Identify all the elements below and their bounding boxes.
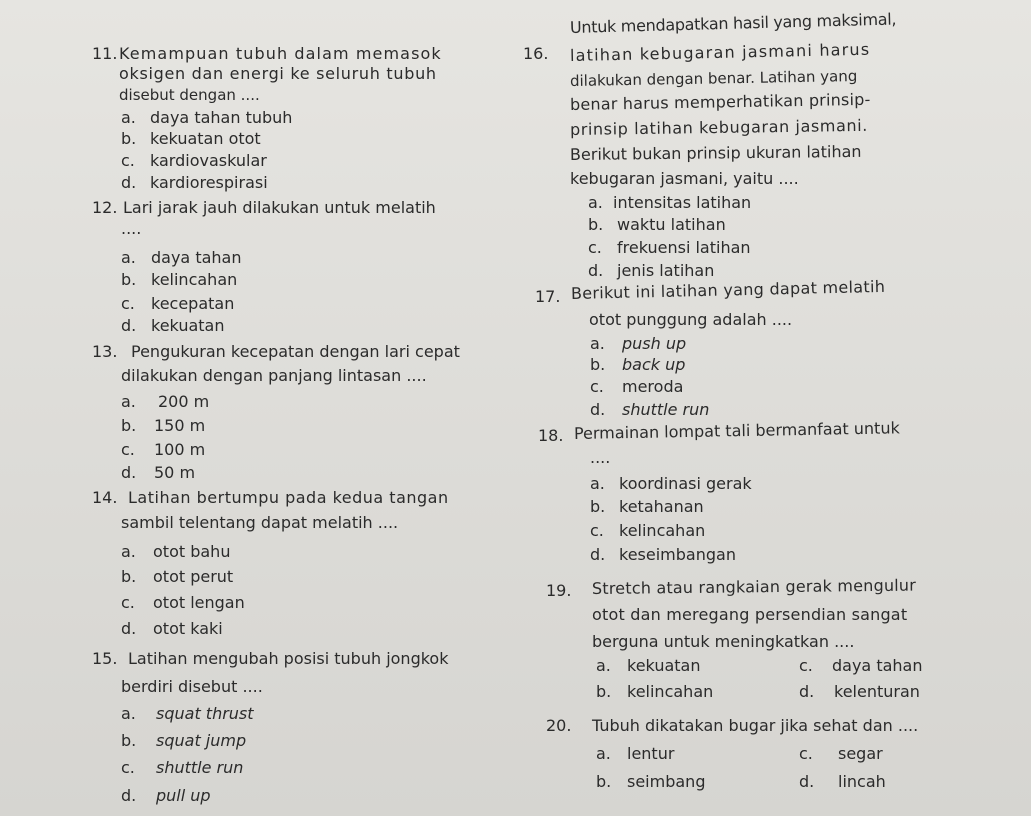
option-b-text: squat jump bbox=[156, 731, 247, 750]
question-number: 15. bbox=[92, 649, 118, 668]
option-letter: d. bbox=[121, 786, 137, 805]
option-a-text: push up bbox=[622, 334, 687, 353]
question-text: benar harus memperhatikan prinsip- bbox=[569, 89, 871, 114]
option-b-text: back up bbox=[622, 355, 686, 374]
question-number: 17. bbox=[535, 287, 561, 306]
option-b-text: kelincahan bbox=[151, 270, 238, 289]
option-letter: a. bbox=[588, 193, 603, 212]
option-letter: d. bbox=[799, 772, 815, 791]
option-letter: d. bbox=[588, 261, 604, 280]
question-text: disebut dengan .... bbox=[119, 86, 260, 104]
option-d-text: kardiorespirasi bbox=[150, 173, 268, 192]
question-number: 16. bbox=[523, 44, 549, 63]
option-a-text: daya tahan tubuh bbox=[150, 108, 293, 127]
option-letter: b. bbox=[121, 416, 137, 435]
option-letter: a. bbox=[121, 248, 136, 267]
option-letter: a. bbox=[121, 392, 136, 411]
option-letter: c. bbox=[799, 656, 813, 675]
option-letter: c. bbox=[121, 593, 135, 612]
option-a-text: lentur bbox=[627, 744, 675, 763]
question-text: Pengukuran kecepatan dengan lari cepat bbox=[131, 342, 460, 361]
option-a-text: daya tahan bbox=[151, 248, 242, 267]
question-number: 20. bbox=[546, 716, 572, 735]
option-c-text: kecepatan bbox=[151, 294, 235, 313]
option-letter: d. bbox=[799, 682, 815, 701]
option-a-text: 200 m bbox=[158, 392, 210, 411]
option-a-text: intensitas latihan bbox=[613, 193, 752, 212]
option-letter: c. bbox=[588, 238, 602, 257]
question-text: Berikut bukan prinsip ukuran latihan bbox=[569, 141, 862, 164]
option-letter: d. bbox=[590, 400, 606, 419]
option-c-text: daya tahan bbox=[832, 656, 923, 675]
question-text: Untuk mendapatkan hasil yang maksimal, bbox=[569, 9, 897, 37]
question-text: otot punggung adalah .... bbox=[589, 310, 793, 329]
option-letter: b. bbox=[590, 497, 606, 516]
option-b-text: otot perut bbox=[153, 567, 234, 586]
question-text: otot dan meregang persendian sangat bbox=[592, 605, 908, 624]
option-letter: b. bbox=[121, 129, 137, 148]
question-text: Berikut ini latihan yang dapat melatih bbox=[570, 276, 886, 303]
option-d-text: otot kaki bbox=[153, 619, 223, 638]
question-text: dilakukan dengan benar. Latihan yang bbox=[569, 66, 858, 90]
question-text: Permainan lompat tali bermanfaat untuk bbox=[573, 418, 900, 443]
option-letter: b. bbox=[588, 215, 604, 234]
option-letter: c. bbox=[121, 294, 135, 313]
question-text: .... bbox=[121, 219, 142, 238]
option-letter: a. bbox=[121, 704, 136, 723]
option-letter: a. bbox=[121, 108, 136, 127]
option-letter: b. bbox=[121, 731, 137, 750]
option-d-text: shuttle run bbox=[622, 400, 710, 419]
option-b-text: 150 m bbox=[154, 416, 206, 435]
question-text: Latihan bertumpu pada kedua tangan bbox=[128, 488, 449, 507]
option-letter: c. bbox=[590, 377, 604, 396]
option-a-text: otot bahu bbox=[153, 542, 231, 561]
option-a-text: squat thrust bbox=[156, 704, 254, 723]
option-letter: d. bbox=[121, 619, 137, 638]
question-text: prinsip latihan kebugaran jasmani. bbox=[569, 115, 869, 139]
question-text: Latihan mengubah posisi tubuh jongkok bbox=[128, 649, 449, 668]
option-c-text: otot lengan bbox=[153, 593, 245, 612]
question-text: berguna untuk meningkatkan .... bbox=[592, 632, 855, 651]
option-c-text: frekuensi latihan bbox=[617, 238, 751, 257]
option-b-text: kekuatan otot bbox=[150, 129, 261, 148]
option-letter: c. bbox=[121, 758, 135, 777]
option-d-text: pull up bbox=[156, 786, 211, 805]
question-number: 13. bbox=[92, 342, 118, 361]
question-text: Tubuh dikatakan bugar jika sehat dan .... bbox=[592, 716, 919, 735]
option-letter: d. bbox=[121, 463, 137, 482]
option-letter: a. bbox=[590, 334, 605, 353]
question-number: 12. bbox=[92, 198, 118, 217]
option-c-text: kardiovaskular bbox=[150, 151, 267, 170]
option-letter: b. bbox=[121, 567, 137, 586]
question-text: kebugaran jasmani, yaitu .... bbox=[570, 169, 799, 188]
question-text: Kemampuan tubuh dalam memasok bbox=[119, 44, 442, 63]
option-d-text: lincah bbox=[838, 772, 886, 791]
option-c-text: meroda bbox=[622, 377, 684, 396]
option-c-text: kelincahan bbox=[619, 521, 706, 540]
option-letter: b. bbox=[596, 772, 612, 791]
option-letter: a. bbox=[590, 474, 605, 493]
option-letter: d. bbox=[590, 545, 606, 564]
option-letter: d. bbox=[121, 173, 137, 192]
option-b-text: seimbang bbox=[627, 772, 706, 791]
option-letter: c. bbox=[121, 440, 135, 459]
question-number: 14. bbox=[92, 488, 118, 507]
option-c-text: segar bbox=[838, 744, 883, 763]
option-b-text: kelincahan bbox=[627, 682, 714, 701]
option-d-text: jenis latihan bbox=[617, 261, 715, 280]
option-d-text: kelenturan bbox=[834, 682, 920, 701]
option-b-text: ketahanan bbox=[619, 497, 704, 516]
question-number: 19. bbox=[546, 581, 572, 600]
question-text: dilakukan dengan panjang lintasan .... bbox=[121, 366, 427, 385]
option-letter: a. bbox=[596, 656, 611, 675]
question-text: berdiri disebut .... bbox=[121, 677, 263, 696]
option-letter: b. bbox=[596, 682, 612, 701]
option-letter: a. bbox=[121, 542, 136, 561]
option-a-text: koordinasi gerak bbox=[619, 474, 752, 493]
option-letter: a. bbox=[596, 744, 611, 763]
option-d-text: 50 m bbox=[154, 463, 196, 482]
question-text: sambil telentang dapat melatih .... bbox=[121, 513, 399, 532]
option-letter: b. bbox=[121, 270, 137, 289]
option-letter: d. bbox=[121, 316, 137, 335]
option-letter: c. bbox=[799, 744, 813, 763]
question-text: latihan kebugaran jasmani harus bbox=[569, 39, 871, 65]
question-text: Lari jarak jauh dilakukan untuk melatih bbox=[123, 198, 436, 217]
question-number: 11. bbox=[92, 44, 118, 63]
option-d-text: keseimbangan bbox=[619, 545, 736, 564]
option-b-text: waktu latihan bbox=[617, 215, 726, 234]
option-c-text: shuttle run bbox=[156, 758, 244, 777]
option-a-text: kekuatan bbox=[627, 656, 701, 675]
option-letter: c. bbox=[121, 151, 135, 170]
question-number: 18. bbox=[538, 426, 564, 445]
option-letter: c. bbox=[590, 521, 604, 540]
question-text: oksigen dan energi ke seluruh tubuh bbox=[119, 64, 437, 83]
option-letter: b. bbox=[590, 355, 606, 374]
option-c-text: 100 m bbox=[154, 440, 206, 459]
question-text: Stretch atau rangkaian gerak mengulur bbox=[591, 575, 917, 598]
question-text: .... bbox=[590, 448, 611, 467]
option-d-text: kekuatan bbox=[151, 316, 225, 335]
